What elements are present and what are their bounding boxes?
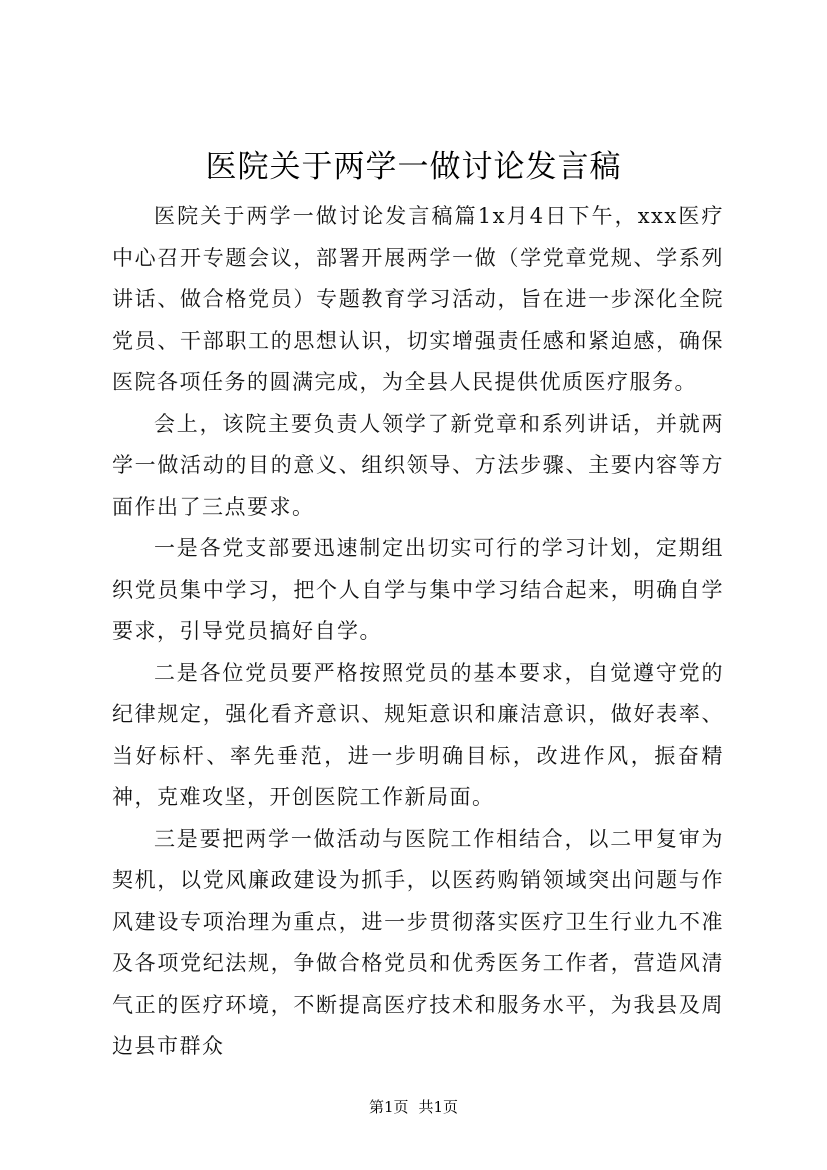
page-number: 第1页 — [368, 1098, 409, 1116]
paragraph: 三是要把两学一做活动与医院工作相结合，以二甲复审为契机，以党风廉政建设为抓手，以医药购销领域突出问题与作风建设专项治理为重点，进一步贯彻落实医疗卫生行业九不准及各项党纪法规，争做合格党员和优秀医务工作者，营造风清气正的医疗环境，不断提高医疗技术和服务水平，为我县及周边县市群众 — [112, 826, 724, 1058]
paragraph: 一是各党支部要迅速制定出切实可行的学习计划，定期组织党员集中学习，把个人自学与集中学习结合起来，明确自学要求，引导党员搞好自学。 — [112, 536, 724, 643]
document-body — [112, 196, 724, 1068]
page-total: 共1页 — [418, 1098, 459, 1116]
paragraph: 二是各位党员要严格按照党员的基本要求，自觉遵守党的纪律规定，强化看齐意识、规矩意识和廉洁意识，做好表率、当好标杆、率先垂范，进一步明确目标，改进作风，振奋精神，克难攻坚，开创医院工作新局面。 — [112, 660, 724, 809]
paragraph: 会上，该院主要负责人领学了新党章和系列讲话，并就两学一做活动的目的意义、组织领导、方法步骤、主要内容等方面作出了三点要求。 — [112, 411, 724, 519]
paragraph: 医院关于两学一做讨论发言稿篇1x月4日下午，xxx医疗中心召开专题会议，部署开展两学一做（学党章党规、学系列讲话、做合格党员）专题教育学习活动，旨在进一步深化全院党员、干部职工的思想认识，切实增强责任感和紧迫感，确保医院各项任务的圆满完成，为全县人民提供优质医疗服务。 — [112, 204, 724, 394]
page-footer — [0, 1097, 827, 1117]
document-title: 医院关于两学一做讨论发言稿 — [205, 149, 622, 185]
